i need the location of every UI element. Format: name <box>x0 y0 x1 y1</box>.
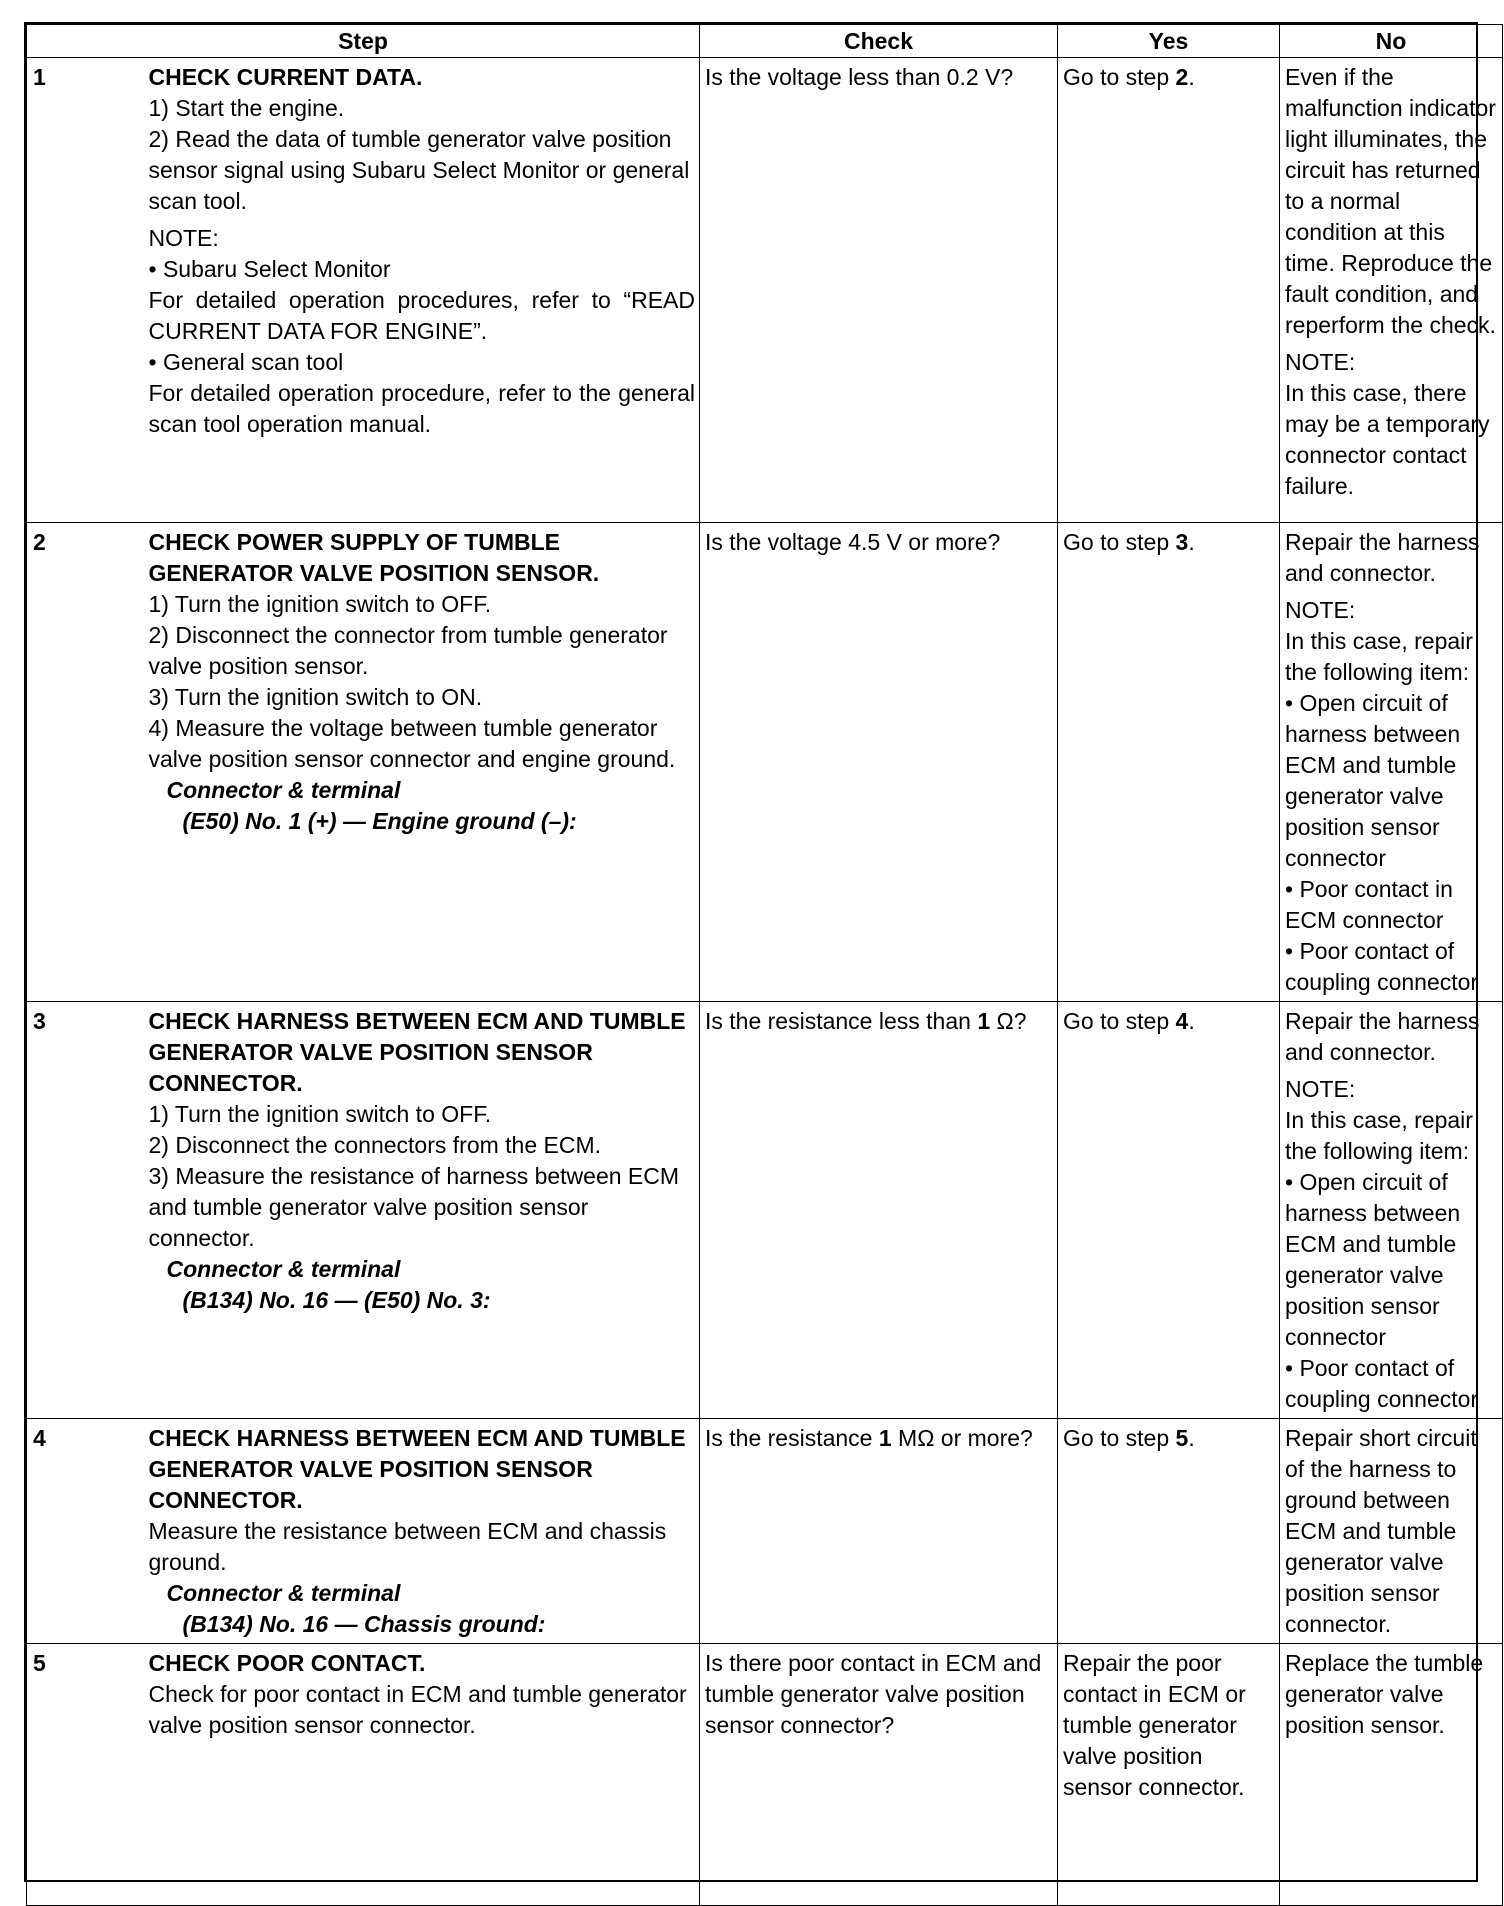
note-text: In this case, there may be a temporary connector contact failure. <box>1285 380 1490 499</box>
yes-cell: Repair the poor contact in ECM or tumble generator valve position sensor connector. <box>1058 1644 1280 1906</box>
step-title: CHECK CURRENT DATA. <box>148 64 423 90</box>
note-bullet: • Open circuit of harness between ECM and tumble generator valve position sensor connector <box>1285 1169 1461 1350</box>
no-cell <box>1280 1644 1503 1906</box>
note-label: NOTE: <box>1285 1076 1356 1102</box>
table-row-step-4 <box>27 1419 1503 1644</box>
yes-text: Go to step <box>1063 1008 1176 1034</box>
diagnostic-table-sheet <box>24 22 1496 1882</box>
no-cell <box>1280 58 1503 523</box>
header-yes: Yes <box>1058 25 1280 58</box>
step-description <box>145 523 700 1002</box>
step-line: 2) Disconnect the connector from tumble generator valve position sensor. <box>148 622 668 679</box>
connector-label: Connector & terminal <box>166 1580 401 1606</box>
no-text: Repair the harness and connector. <box>1285 529 1480 586</box>
yes-cell <box>1058 1002 1280 1419</box>
step-number: 4 <box>27 1419 145 1644</box>
terminal-spec: (B134) No. 16 — Chassis ground: <box>182 1611 546 1637</box>
header-check: Check <box>700 25 1058 58</box>
step-line: Check for poor contact in ECM and tumble generator valve position sensor connector. <box>148 1681 687 1738</box>
table-row-step-2 <box>27 523 1503 1002</box>
yes-text: Go to step <box>1063 1425 1176 1451</box>
yes-cell <box>1058 523 1280 1002</box>
yes-text: Go to step <box>1063 529 1176 555</box>
step-description <box>145 1002 700 1419</box>
no-text: Even if the malfunction indicator light illuminates, the circuit has returned to a normal condition at this time. Reproduce the fault condition, and reperform the check. <box>1285 64 1496 338</box>
note-text: In this case, repair the following item: <box>1285 628 1473 685</box>
note-text: For detailed operation procedure, refer to the general scan tool operation manual. <box>148 380 695 437</box>
yes-step-number: 5 <box>1175 1425 1189 1451</box>
step-line: 3) Turn the ignition switch to ON. <box>148 684 483 710</box>
step-number: 1 <box>27 58 145 523</box>
yes-step-number: 3 <box>1175 529 1189 555</box>
step-description <box>145 1644 700 1906</box>
table-row-step-3 <box>27 1002 1503 1419</box>
step-line: 4) Measure the voltage between tumble generator valve position sensor connector and engine ground. <box>148 715 676 772</box>
no-cell <box>1280 1419 1503 1644</box>
note-text: For detailed operation procedures, refer to “READ CURRENT DATA FOR ENGINE”. <box>148 287 695 344</box>
yes-punct: . <box>1188 529 1195 555</box>
step-description <box>145 58 700 523</box>
check-unit: MΩ or more? <box>891 1425 1033 1451</box>
step-title: CHECK POWER SUPPLY OF TUMBLE GENERATOR VALVE POSITION SENSOR. <box>148 529 600 586</box>
yes-cell <box>1058 1419 1280 1644</box>
note-text: In this case, repair the following item: <box>1285 1107 1473 1164</box>
table-row-step-1 <box>27 58 1503 523</box>
step-number: 3 <box>27 1002 145 1419</box>
note-bullet: • Poor contact in ECM connector <box>1285 876 1453 933</box>
note-label: NOTE: <box>1285 597 1356 623</box>
table-row-step-5 <box>27 1644 1503 1906</box>
check-cell: Is the voltage less than 0.2 V? <box>700 58 1058 523</box>
step-line: 1) Turn the ignition switch to OFF. <box>148 591 492 617</box>
table-header-row <box>27 25 1503 58</box>
step-line: 3) Measure the resistance of harness between ECM and tumble generator valve position sensor connector. <box>148 1163 680 1251</box>
connector-label: Connector & terminal <box>166 777 401 803</box>
yes-punct: . <box>1188 64 1195 90</box>
note-bullet: • Poor contact of coupling connector <box>1285 1355 1479 1412</box>
note-bullet: • General scan tool <box>148 349 344 375</box>
step-line: 2) Disconnect the connectors from the ECM. <box>148 1132 602 1158</box>
no-text: Repair the harness and connector. <box>1285 1008 1480 1065</box>
step-title: CHECK POOR CONTACT. <box>148 1650 426 1676</box>
note-label: NOTE: <box>1285 349 1356 375</box>
step-line: 1) Turn the ignition switch to OFF. <box>148 1101 492 1127</box>
step-title: CHECK HARNESS BETWEEN ECM AND TUMBLE GENERATOR VALVE POSITION SENSOR CONNECTOR. <box>148 1425 686 1513</box>
check-cell <box>700 1419 1058 1644</box>
yes-text: Go to step <box>1063 64 1176 90</box>
note-bullet: • Subaru Select Monitor <box>148 256 391 282</box>
note-bullet: • Poor contact of coupling connector <box>1285 938 1479 995</box>
check-cell: Is the voltage 4.5 V or more? <box>700 523 1058 1002</box>
step-line: 1) Start the engine. <box>148 95 345 121</box>
step-number: 5 <box>27 1644 145 1906</box>
step-title: CHECK HARNESS BETWEEN ECM AND TUMBLE GENERATOR VALVE POSITION SENSOR CONNECTOR. <box>148 1008 686 1096</box>
check-cell <box>700 1002 1058 1419</box>
step-number: 2 <box>27 523 145 1002</box>
yes-cell <box>1058 58 1280 523</box>
no-cell <box>1280 523 1503 1002</box>
step-description <box>145 1419 700 1644</box>
step-line: Measure the resistance between ECM and chassis ground. <box>148 1518 667 1575</box>
check-unit: Ω? <box>990 1008 1027 1034</box>
yes-step-number: 2 <box>1175 64 1189 90</box>
note-bullet: • Open circuit of harness between ECM and tumble generator valve position sensor connector <box>1285 690 1461 871</box>
check-text: Is the resistance less than <box>705 1008 978 1034</box>
check-value: 1 <box>878 1425 892 1451</box>
yes-punct: . <box>1188 1425 1195 1451</box>
diagnostic-table <box>26 24 1503 1906</box>
no-text: Repair short circuit of the harness to ground between ECM and tumble generator valve position sensor connector. <box>1285 1425 1477 1637</box>
header-step: Step <box>27 25 700 58</box>
check-value: 1 <box>977 1008 991 1034</box>
connector-label: Connector & terminal <box>166 1256 401 1282</box>
terminal-spec: (E50) No. 1 (+) — Engine ground (–): <box>182 808 577 834</box>
check-text: Is the resistance <box>705 1425 879 1451</box>
no-cell <box>1280 1002 1503 1419</box>
header-no: No <box>1280 25 1503 58</box>
note-label: NOTE: <box>148 225 219 251</box>
yes-step-number: 4 <box>1175 1008 1189 1034</box>
check-cell: Is there poor contact in ECM and tumble generator valve position sensor connector? <box>700 1644 1058 1906</box>
step-line: 2) Read the data of tumble generator valve position sensor signal using Subaru Select Monitor or general scan tool. <box>148 126 690 214</box>
terminal-spec: (B134) No. 16 — (E50) No. 3: <box>182 1287 491 1313</box>
yes-punct: . <box>1188 1008 1195 1034</box>
no-text: Replace the tumble generator valve position sensor. <box>1285 1650 1484 1738</box>
